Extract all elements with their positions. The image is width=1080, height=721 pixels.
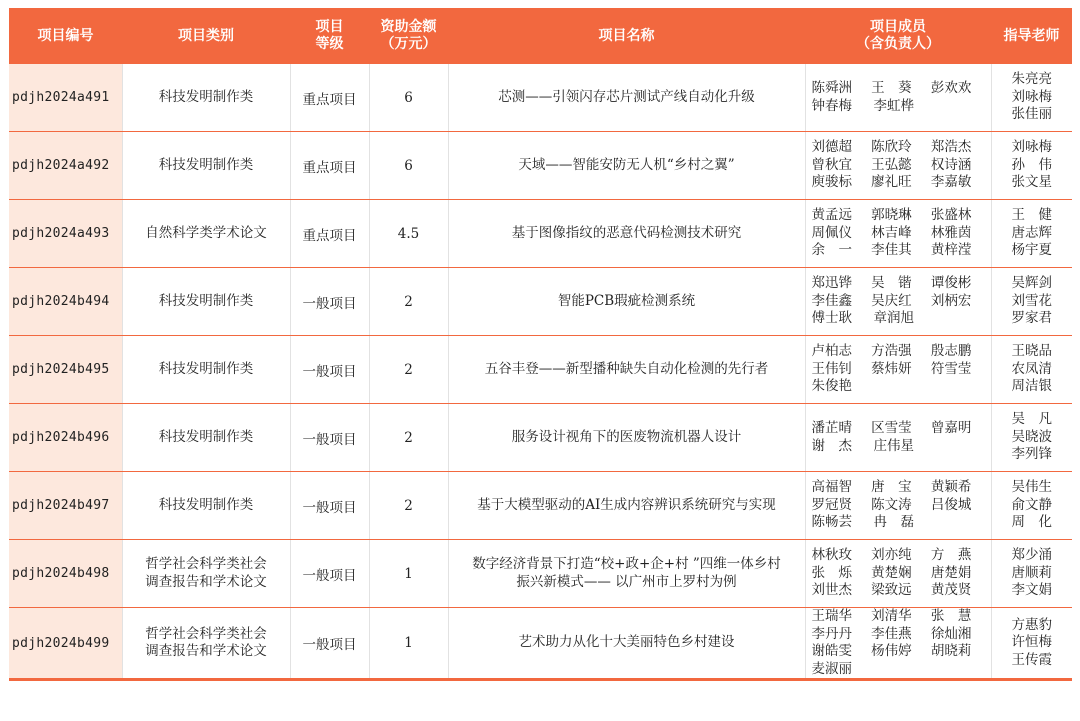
project-level: 一般项目 bbox=[290, 540, 369, 608]
member-name: 王瑞华 bbox=[811, 608, 852, 624]
project-code: pdjh2024b496 bbox=[9, 404, 122, 472]
project-level: 一般项目 bbox=[290, 336, 369, 404]
project-name-line: 五谷丰登——新型播种缺失自动化检测的先行者 bbox=[484, 360, 769, 377]
project-category bbox=[122, 608, 290, 680]
project-category bbox=[122, 404, 290, 472]
project-category bbox=[122, 472, 290, 540]
advisor-name: 孙 伟 bbox=[1011, 156, 1052, 173]
table-row bbox=[9, 540, 1072, 608]
member-name: 蔡炜妍 bbox=[871, 360, 912, 377]
member-name: 唐楚娟 bbox=[930, 564, 972, 581]
member-name: 刘亦纯 bbox=[871, 547, 912, 564]
member-line bbox=[812, 310, 991, 328]
advisors bbox=[991, 336, 1072, 404]
project-members bbox=[805, 404, 991, 472]
category-line: 科技发明制作类 bbox=[158, 156, 254, 173]
member-line bbox=[812, 514, 991, 532]
member-name: 唐 宝 bbox=[871, 479, 912, 496]
member-line bbox=[812, 139, 991, 157]
member-name: 郑浩杰 bbox=[930, 139, 972, 156]
member-line bbox=[812, 565, 991, 583]
member-name: 朱俊艳 bbox=[811, 378, 852, 395]
project-table bbox=[9, 8, 1072, 681]
project-level: 重点项目 bbox=[290, 64, 369, 132]
project-name-line: 服务设计视角下的医废物流机器人设计 bbox=[511, 428, 742, 445]
advisor-name: 方惠豹 bbox=[1011, 616, 1052, 633]
project-level: 重点项目 bbox=[290, 132, 369, 200]
member-name: 符雪莹 bbox=[930, 360, 972, 377]
member-line bbox=[812, 207, 991, 225]
member-name: 刘世杰 bbox=[811, 582, 852, 599]
header-amount-line: （万元） bbox=[380, 36, 437, 52]
advisor-name: 郑少涌 bbox=[1011, 547, 1052, 564]
header-level-line: 等级 bbox=[315, 36, 344, 52]
member-name: 庄伟星 bbox=[873, 437, 914, 454]
category-line: 科技发明制作类 bbox=[158, 428, 254, 445]
header-teachers: 指导老师 bbox=[991, 8, 1072, 64]
member-name: 陈畅芸 bbox=[811, 514, 852, 531]
member-name: 黄孟远 bbox=[811, 207, 852, 224]
member-name: 李嘉敏 bbox=[930, 174, 972, 191]
advisors bbox=[991, 608, 1072, 680]
project-code: pdjh2024a493 bbox=[9, 200, 122, 268]
project-name-line: 智能PCB瑕疵检测系统 bbox=[557, 292, 696, 309]
member-name: 李佳鑫 bbox=[811, 292, 852, 309]
advisor-name: 周洁银 bbox=[1011, 378, 1052, 395]
advisor-name: 杨宇夏 bbox=[1011, 242, 1052, 259]
member-line bbox=[812, 157, 991, 175]
project-code: pdjh2024b495 bbox=[9, 336, 122, 404]
member-line bbox=[812, 80, 991, 98]
advisor-name: 王 健 bbox=[1011, 207, 1052, 224]
project-members bbox=[805, 64, 991, 132]
member-line bbox=[812, 438, 991, 456]
table-body bbox=[9, 64, 1072, 680]
project-name bbox=[448, 404, 805, 472]
member-name: 高福智 bbox=[811, 479, 852, 496]
member-line bbox=[812, 225, 991, 243]
member-name: 李佳其 bbox=[871, 242, 912, 259]
advisors bbox=[991, 132, 1072, 200]
funding-amount: 4.5 bbox=[369, 200, 448, 268]
member-line bbox=[812, 582, 991, 600]
member-name: 张盛林 bbox=[930, 207, 972, 224]
project-name-line: 数字经济背景下打造“校+政+企+村 ”四维一体乡村 bbox=[472, 556, 781, 572]
project-code: pdjh2024b497 bbox=[9, 472, 122, 540]
member-name: 谭俊彬 bbox=[930, 275, 972, 292]
advisors bbox=[991, 540, 1072, 608]
member-name: 罗冠贤 bbox=[811, 496, 852, 513]
member-line bbox=[812, 547, 991, 565]
header-members-line: （含负责人） bbox=[856, 36, 940, 52]
funding-amount: 2 bbox=[369, 404, 448, 472]
member-line bbox=[812, 174, 991, 192]
member-name: 刘清华 bbox=[871, 608, 912, 624]
member-name: 傅士耿 bbox=[811, 310, 852, 327]
advisor-name: 李文娟 bbox=[1011, 582, 1052, 599]
category-line: 自然科学类学术论文 bbox=[145, 224, 267, 241]
advisor-name: 王晓品 bbox=[1011, 343, 1052, 360]
member-name: 林雅茵 bbox=[930, 224, 972, 241]
funding-amount: 2 bbox=[369, 268, 448, 336]
member-name: 庾骏标 bbox=[811, 174, 852, 191]
member-name: 胡晓莉 bbox=[930, 643, 972, 659]
project-code: pdjh2024b499 bbox=[9, 608, 122, 680]
member-name: 王伟钊 bbox=[811, 360, 852, 377]
advisor-name: 张佳丽 bbox=[1011, 106, 1052, 123]
member-name: 刘柄宏 bbox=[930, 292, 972, 309]
member-name: 黄楚娴 bbox=[871, 564, 912, 581]
category-line: 调查报告和学术论文 bbox=[145, 573, 267, 590]
project-name-line: 芯测——引领闪存芯片测试产线自动化升级 bbox=[498, 88, 755, 105]
member-name: 周佩仪 bbox=[811, 224, 852, 241]
member-name: 吴庆红 bbox=[871, 292, 912, 309]
header-name: 项目名称 bbox=[448, 8, 805, 64]
project-code: pdjh2024a491 bbox=[9, 64, 122, 132]
advisor-name: 吴伟生 bbox=[1011, 479, 1052, 496]
category-line: 调查报告和学术论文 bbox=[145, 643, 267, 659]
header-amount bbox=[369, 8, 448, 64]
member-line bbox=[812, 275, 991, 293]
member-name: 张 烁 bbox=[811, 564, 852, 581]
project-name bbox=[448, 132, 805, 200]
member-line bbox=[812, 643, 991, 661]
member-line bbox=[812, 420, 991, 438]
member-line bbox=[812, 343, 991, 361]
member-name: 殷志鹏 bbox=[930, 343, 972, 360]
advisor-name: 农凤清 bbox=[1011, 360, 1052, 377]
member-name: 张 慧 bbox=[930, 608, 972, 624]
advisors bbox=[991, 472, 1072, 540]
category-line: 科技发明制作类 bbox=[158, 292, 254, 309]
member-line bbox=[812, 497, 991, 515]
member-name: 卢柏志 bbox=[811, 343, 852, 360]
member-name: 余 一 bbox=[811, 242, 852, 259]
project-members bbox=[805, 200, 991, 268]
member-line bbox=[812, 293, 991, 311]
table-row bbox=[9, 268, 1072, 336]
member-name: 李丹丹 bbox=[811, 625, 852, 642]
member-name: 王 葵 bbox=[871, 80, 912, 96]
project-code: pdjh2024b494 bbox=[9, 268, 122, 336]
member-name: 刘德超 bbox=[811, 139, 852, 156]
member-name: 吕俊城 bbox=[930, 496, 972, 513]
table-row bbox=[9, 608, 1072, 680]
member-name: 陈舜洲 bbox=[811, 80, 852, 96]
member-name: 谢皓雯 bbox=[811, 643, 852, 659]
advisor-name: 朱亮亮 bbox=[1011, 71, 1052, 88]
advisor-name: 刘咏梅 bbox=[1011, 88, 1052, 105]
advisor-name: 俞文静 bbox=[1011, 496, 1052, 513]
member-name: 曾秋宜 bbox=[811, 156, 852, 173]
funding-amount: 1 bbox=[369, 540, 448, 608]
table-row bbox=[9, 336, 1072, 404]
member-name: 权诗涵 bbox=[930, 156, 972, 173]
member-name: 林吉峰 bbox=[871, 224, 912, 241]
member-name: 李佳燕 bbox=[871, 625, 912, 642]
table-row bbox=[9, 200, 1072, 268]
member-line bbox=[812, 626, 991, 644]
project-members bbox=[805, 540, 991, 608]
member-line bbox=[812, 378, 991, 396]
project-level: 一般项目 bbox=[290, 472, 369, 540]
project-name bbox=[448, 472, 805, 540]
category-line: 哲学社会科学类社会 bbox=[145, 556, 267, 572]
project-name bbox=[448, 608, 805, 680]
member-name: 郑迅铧 bbox=[811, 275, 852, 292]
project-category bbox=[122, 268, 290, 336]
advisor-name: 周 化 bbox=[1011, 514, 1052, 531]
project-name-line: 基于图像指纹的恶意代码检测技术研究 bbox=[511, 224, 742, 241]
advisor-name: 吴晓波 bbox=[1011, 428, 1052, 445]
funding-amount: 1 bbox=[369, 608, 448, 680]
project-category bbox=[122, 132, 290, 200]
member-name: 区雪莹 bbox=[871, 420, 912, 436]
advisor-name: 李列锋 bbox=[1011, 446, 1052, 463]
member-name: 郭晓琳 bbox=[871, 207, 912, 224]
category-line: 科技发明制作类 bbox=[158, 360, 254, 377]
project-name bbox=[448, 200, 805, 268]
project-code: pdjh2024b498 bbox=[9, 540, 122, 608]
member-name: 李虹桦 bbox=[873, 97, 914, 114]
project-members bbox=[805, 132, 991, 200]
project-members bbox=[805, 608, 991, 680]
advisor-name: 罗家君 bbox=[1011, 310, 1052, 327]
project-code: pdjh2024a492 bbox=[9, 132, 122, 200]
advisor-name: 唐志辉 bbox=[1011, 224, 1052, 241]
table-header-row bbox=[9, 8, 1072, 64]
header-level bbox=[290, 8, 369, 64]
funding-amount: 6 bbox=[369, 132, 448, 200]
project-level: 一般项目 bbox=[290, 404, 369, 472]
project-category bbox=[122, 64, 290, 132]
advisors bbox=[991, 200, 1072, 268]
member-name: 陈欣玲 bbox=[871, 139, 912, 156]
member-name: 林秋玫 bbox=[811, 547, 852, 564]
member-name: 陈文涛 bbox=[871, 496, 912, 513]
advisors bbox=[991, 64, 1072, 132]
project-name bbox=[448, 540, 805, 608]
member-name: 潘芷晴 bbox=[811, 420, 852, 436]
member-name: 梁致远 bbox=[871, 582, 912, 599]
project-level: 一般项目 bbox=[290, 268, 369, 336]
member-name: 黄颖希 bbox=[930, 479, 972, 496]
project-name-line: 振兴新模式—— 以广州市上罗村为例 bbox=[516, 573, 737, 590]
category-line: 科技发明制作类 bbox=[158, 496, 254, 513]
header-members bbox=[805, 8, 991, 64]
member-name: 钟春梅 bbox=[811, 97, 852, 114]
advisor-name: 刘咏梅 bbox=[1011, 139, 1052, 156]
project-name bbox=[448, 268, 805, 336]
project-category bbox=[122, 200, 290, 268]
project-name-line: 基于大模型驱动的AI生成内容辨识系统研究与实现 bbox=[477, 496, 776, 513]
advisors bbox=[991, 268, 1072, 336]
member-line bbox=[812, 608, 991, 626]
member-name: 麦淑丽 bbox=[811, 660, 852, 677]
member-name: 吴 锴 bbox=[871, 275, 912, 292]
member-line bbox=[812, 361, 991, 379]
member-name: 曾嘉明 bbox=[930, 420, 972, 436]
category-line: 哲学社会科学类社会 bbox=[145, 625, 267, 642]
member-name: 方浩强 bbox=[871, 343, 912, 360]
advisor-name: 吴 凡 bbox=[1011, 411, 1052, 428]
table-row bbox=[9, 64, 1072, 132]
member-name: 黄梓滢 bbox=[930, 242, 972, 259]
member-name: 徐灿湘 bbox=[930, 625, 972, 642]
project-category bbox=[122, 540, 290, 608]
funding-amount: 6 bbox=[369, 64, 448, 132]
project-level: 一般项目 bbox=[290, 608, 369, 680]
advisor-name: 张文星 bbox=[1011, 174, 1052, 191]
project-category bbox=[122, 336, 290, 404]
member-line bbox=[812, 661, 991, 679]
advisor-name: 唐顺莉 bbox=[1011, 564, 1052, 581]
table-row bbox=[9, 404, 1072, 472]
member-line bbox=[812, 242, 991, 260]
advisor-name: 吴辉剑 bbox=[1011, 275, 1052, 292]
member-name: 章润旭 bbox=[873, 310, 914, 327]
member-name: 廖礼旺 bbox=[871, 174, 912, 191]
member-line bbox=[812, 479, 991, 497]
project-name bbox=[448, 336, 805, 404]
header-amount-line: 资助金额 bbox=[380, 19, 437, 35]
advisor-name: 刘雪花 bbox=[1011, 292, 1052, 309]
header-code: 项目编号 bbox=[9, 8, 122, 64]
project-members bbox=[805, 472, 991, 540]
member-name: 谢 杰 bbox=[811, 437, 852, 454]
member-name: 王弘懿 bbox=[871, 156, 912, 173]
member-line bbox=[812, 98, 991, 116]
advisor-name: 王传霞 bbox=[1011, 651, 1052, 668]
table-row bbox=[9, 472, 1072, 540]
table-row bbox=[9, 132, 1072, 200]
project-name-line: 艺术助力从化十大美丽特色乡村建设 bbox=[518, 634, 735, 651]
header-members-line: 项目成员 bbox=[870, 19, 926, 35]
project-name-line: 天域——智能安防无人机“乡村之翼” bbox=[518, 156, 735, 173]
funding-amount: 2 bbox=[369, 336, 448, 404]
member-name: 彭欢欢 bbox=[930, 80, 972, 96]
member-name: 黄茂贤 bbox=[930, 582, 972, 599]
project-level: 重点项目 bbox=[290, 200, 369, 268]
header-level-line: 项目 bbox=[315, 19, 344, 35]
advisor-name: 许恒梅 bbox=[1011, 634, 1052, 651]
member-name: 方 燕 bbox=[930, 547, 972, 564]
member-name: 冉 磊 bbox=[873, 514, 914, 531]
project-name bbox=[448, 64, 805, 132]
project-members bbox=[805, 268, 991, 336]
member-name: 杨伟婷 bbox=[871, 643, 912, 659]
funding-amount: 2 bbox=[369, 472, 448, 540]
category-line: 科技发明制作类 bbox=[158, 88, 254, 105]
project-members bbox=[805, 336, 991, 404]
header-category: 项目类别 bbox=[122, 8, 290, 64]
advisors bbox=[991, 404, 1072, 472]
